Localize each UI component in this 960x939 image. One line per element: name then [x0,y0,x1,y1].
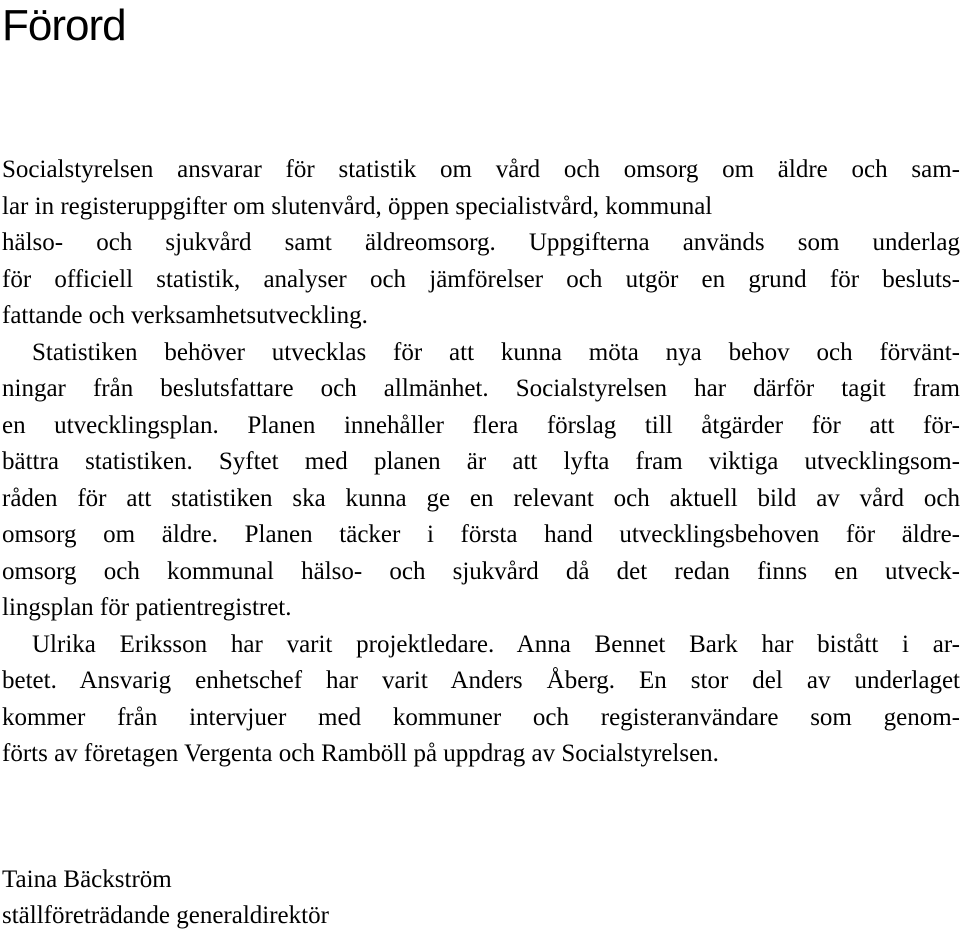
paragraph-3-line-3: kommer från intervjuer med kommuner och registeranvändare som genom- [2,703,960,731]
paragraph-2-line-3: en utvecklingsplan. Planen innehåller flera förslag till åtgärder för att för- [2,411,960,439]
signature-block [2,862,329,934]
paragraph-2-line-6: omsorg om äldre. Planen täcker i första hand utvecklingsbehoven för äldre- [2,521,960,548]
paragraph-2-line-8: lingsplan för patientregistret. [2,594,292,621]
paragraph-2-line-7: omsorg och kommunal hälso- och sjukvård då det redan finns en utveck- [2,557,960,585]
paragraph-1-line-1: Socialstyrelsen ansvarar för statistik om vård och omsorg om äldre och sam- [2,156,960,183]
page-title: Förord [2,1,126,50]
paragraph-2-line-1: Statistiken behöver utvecklas för att kunna möta nya behov och förvänt- [32,338,960,366]
signature-name: Taina Bäckström [2,866,172,893]
paragraph-2-line-2: ningar från beslutsfattare och allmänhet. Socialstyrelsen har därför tagit fram [2,375,960,402]
paragraph-3-line-4: förts av företagen Vergenta och Ramböll på uppdrag av Socialstyrelsen. [2,740,719,767]
paragraph-1-line-2: lar in registeruppgifter om slutenvård, öppen specialistvård, kommunal [2,192,713,220]
body-text [2,152,960,773]
paragraph-1-line-4: för officiell statistik, analyser och jämförelser och utgör en grund för besluts- [2,265,960,293]
signature-title: ställföreträdande generaldirektör [2,902,329,929]
paragraph-2-line-5: råden för att statistiken ska kunna ge en relevant och aktuell bild av vård och [2,484,960,512]
paragraph-2-line-4: bättra statistiken. Syftet med planen är att lyfta fram viktiga utvecklingsom- [2,448,960,475]
paragraph-3-line-2: betet. Ansvarig enhetschef har varit Anders Åberg. En stor del av underlaget [2,667,960,694]
paragraph-1-line-5: fattande och verksamhetsutveckling. [2,302,368,329]
paragraph-3-line-1: Ulrika Eriksson har varit projektledare. Anna Bennet Bark har bistått i ar- [32,630,960,658]
paragraph-1-line-3: hälso- och sjukvård samt äldreomsorg. Uppgifterna används som underlag [2,229,960,256]
